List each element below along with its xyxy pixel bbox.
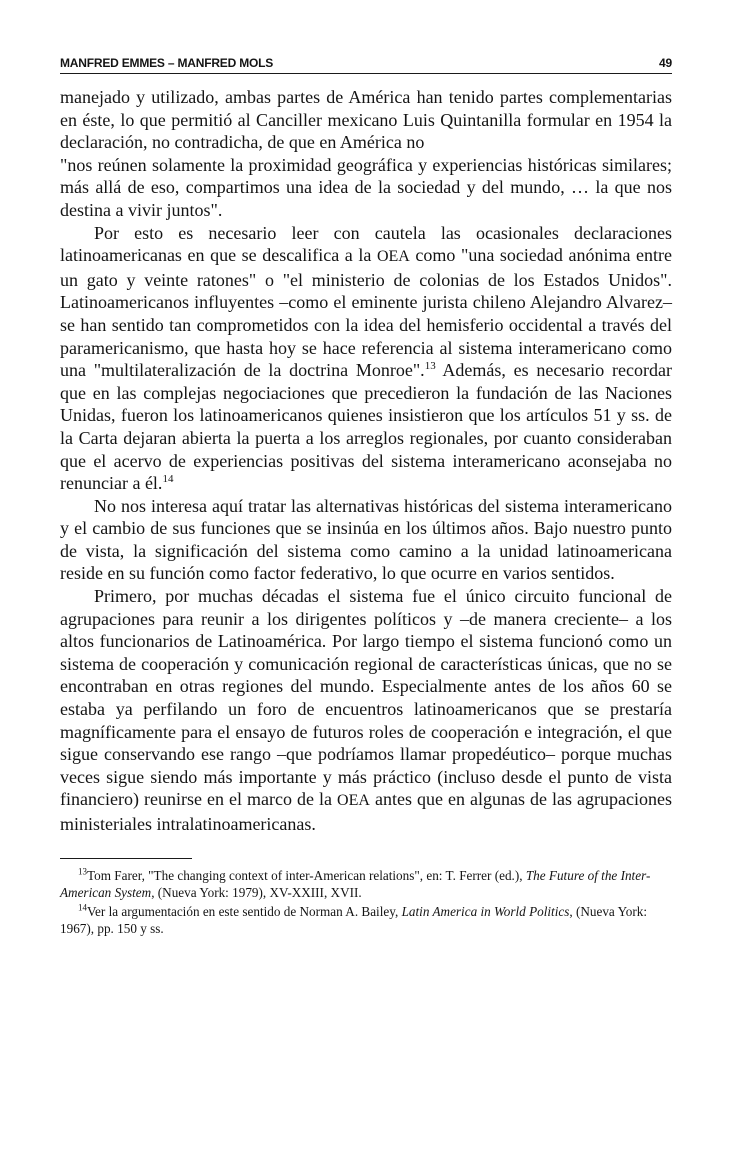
footnote-text-post: , (Nueva York: 1967), pp. 150 y ss.	[60, 903, 648, 936]
body-text	[60, 86, 672, 836]
footnotes	[60, 867, 672, 937]
footnote-13	[60, 867, 672, 901]
footnote-title: Latin America in World Politics	[401, 903, 570, 919]
footnote-text-pre: Ver la argumentación en este sentido de Norman A. Bailey,	[87, 903, 402, 919]
book-page	[60, 56, 672, 939]
footnote-text-post: , (Nueva York: 1979), XV-XXIII, XVII.	[151, 884, 362, 900]
running-head-authors: MANFRED EMMES – MANFRED MOLS	[60, 56, 274, 70]
footnote-rule	[60, 858, 192, 859]
paragraph-2	[60, 222, 672, 495]
footnote-ref-13[interactable]: 13	[424, 360, 436, 373]
footnote-number: 14	[78, 902, 87, 913]
block-quote: "nos reúnen solamente la proximidad geográfica y experiencias históricas similares; más allá de eso, compartimos una idea de la sociedad y del mundo, … la que nos destina a vivir juntos".	[60, 154, 672, 220]
running-head	[60, 56, 672, 74]
footnote-title: The Future of the Inter-American System	[60, 867, 651, 900]
paragraph-continued: manejado y utilizado, ambas partes de América han tenido partes complementarias en éste, lo que permitió al Canciller mexicano Luis Quintanilla formular en 1954 la declaración, no contradicha, de que en América no	[60, 87, 672, 153]
paragraph-4-text-b: antes que en algunas de las agrupaciones ministeriales intralatinoamericanas.	[60, 789, 673, 834]
footnote-number: 13	[78, 866, 87, 877]
footnote-14	[60, 903, 672, 937]
paragraph-2-text-b: como "una sociedad anónima entre un gato y veinte ratones" o "el ministerio de colonias de los Estados Unidos". Latinoamericanos influyentes –como el eminente jurista chileno Alejandro Alvarez– se han sentido tan comprometidos con la idea del hemisferio occidental a través del paramericanismo, que hasta hoy se hace referencia al sistema interamericano como una "multilateralización de la doctrina Monroe".	[60, 245, 672, 381]
paragraph-4-text-a: Primero, por muchas décadas el sistema fue el único circuito funcional de agrupaciones para reunir a los dirigentes políticos y –de manera creciente– a los altos funcionarios de Latinoamérica. Por largo tiempo el sistema funcionó como un sistema de cooperación y comunicación regional de características únicas, que no se encontraban en otras regiones del mundo. Especialmente antes de los años 60 se estaba ya perfilando un foro de encuentros latinoamericanos que se prestaría magníficamente para el ensayo de futuros roles de cooperación e integración, el que sigue conservando ese rango –que podríamos llamar propedéutico– porque muchas veces sigue siendo más importante y más práctico (incluso desde el punto de vista financiero) reunirse en el marco de la	[60, 586, 672, 810]
oea-abbreviation: OEA	[337, 792, 370, 810]
footnote-ref-14[interactable]: 14	[162, 473, 174, 486]
paragraph-2-text-c: Además, es necesario recordar que en las complejas negociaciones que precedieron la fundación de las Naciones Unidas, fueron los latinoamericanos quienes insistieron que los artículos 51 y ss. de la Carta dejaran abierta la puerta a los arreglos regionales, por cuanto consideraban que el acervo de experiencias positivas del sistema interamericano aconsejaba no renunciar a él.	[60, 360, 672, 494]
paragraph-2-text-a: Por esto es necesario leer con cautela las ocasionales declaraciones latinoamericanas en que se descalifica a la	[60, 222, 672, 266]
oea-abbreviation: OEA	[376, 248, 410, 266]
paragraph-4	[60, 585, 672, 836]
page-number: 49	[659, 56, 672, 70]
paragraph-3: No nos interesa aquí tratar las alternativas históricas del sistema interamericano y el cambio de sus funciones que se insinúa en los últimos años. Bajo nuestro punto de vista, la significación del sistema como camino a la unidad latinoamericana reside en su función como factor federativo, lo que ocurre en varios sentidos.	[60, 495, 672, 584]
footnote-text-pre: Tom Farer, "The changing context of inter-American relations", en: T. Ferrer (ed.),	[87, 867, 526, 883]
